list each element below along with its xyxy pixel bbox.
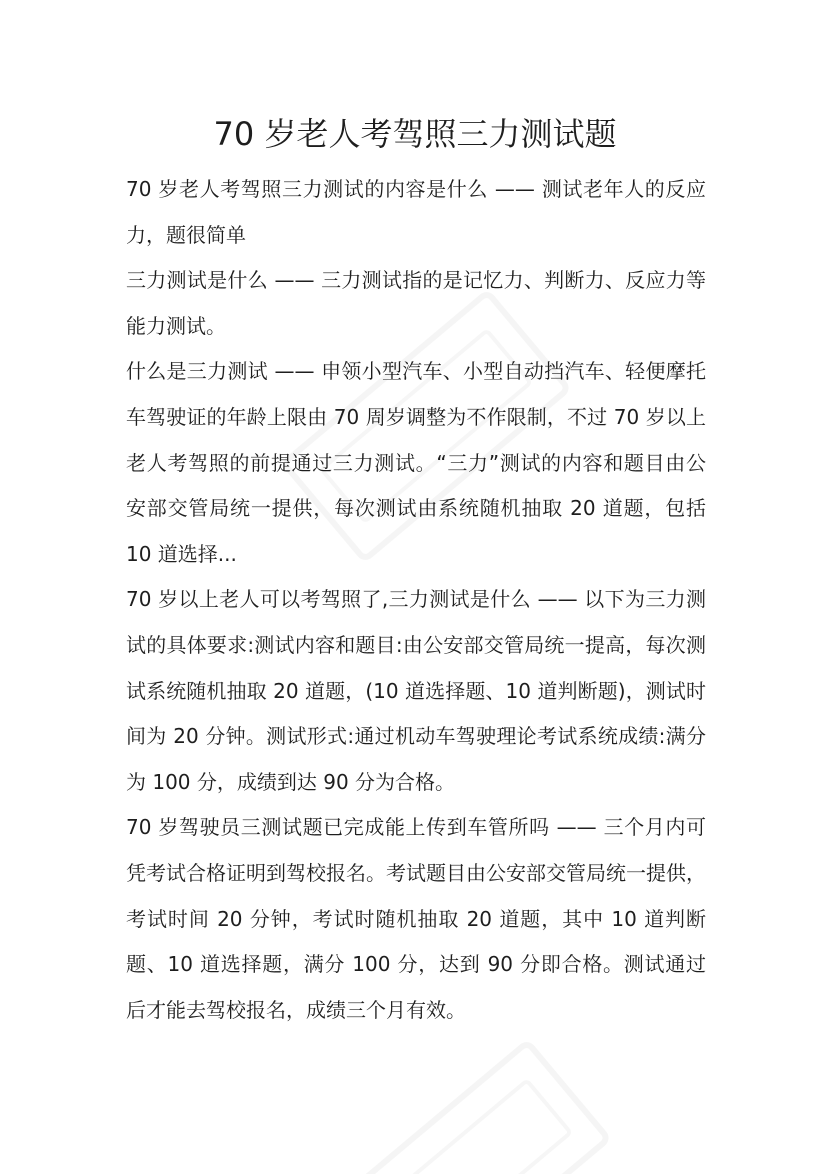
document-body <box>126 167 706 1033</box>
paragraph: 70 岁老人考驾照三力测试的内容是什么 —— 测试老年人的反应力，题很简单 <box>126 177 706 247</box>
paragraph: 三力测试是什么 —— 三力测试指的是记忆力、判断力、反应力等能力测试。 <box>126 268 706 338</box>
paragraph: 70 岁驾驶员三测试题已完成能上传到车管所吗 —— 三个月内可凭考试合格证明到驾校报名。考试题目由公安部交管局统一提供，考试时间 20 分钟，考试时随机抽取 20 道题，其中 10 道判断题、10 道选择题，满分 100 分，达到 90 分即合格。测试通过后才能去驾校报名，成绩三个月有效。 <box>126 815 706 1022</box>
paragraph: 70 岁以上老人可以考驾照了,三力测试是什么 —— 以下为三力测试的具体要求:测试内容和题目:由公安部交管局统一提高，每次测试系统随机抽取 20 道题，(10 道选择题、10 道判断题)，测试时间为 20 分钟。测试形式:通过机动车驾驶理论考试系统成绩:满分为 100 分，成绩到达 90 分为合格。 <box>126 587 706 794</box>
watermark-stamp <box>319 1038 612 1174</box>
paragraph: 什么是三力测试 —— 申领小型汽车、小型自动挡汽车、轻便摩托车驾驶证的年龄上限由 70 周岁调整为不作限制，不过 70 岁以上老人考驾照的前提通过三力测试。“三力”测试的内容和题目由公安部交管局统一提供，每次测试由系统随机抽取 20 道题，包括 10 道选择... <box>126 359 706 566</box>
document-title: 70 岁老人考驾照三力测试题 <box>213 115 617 153</box>
